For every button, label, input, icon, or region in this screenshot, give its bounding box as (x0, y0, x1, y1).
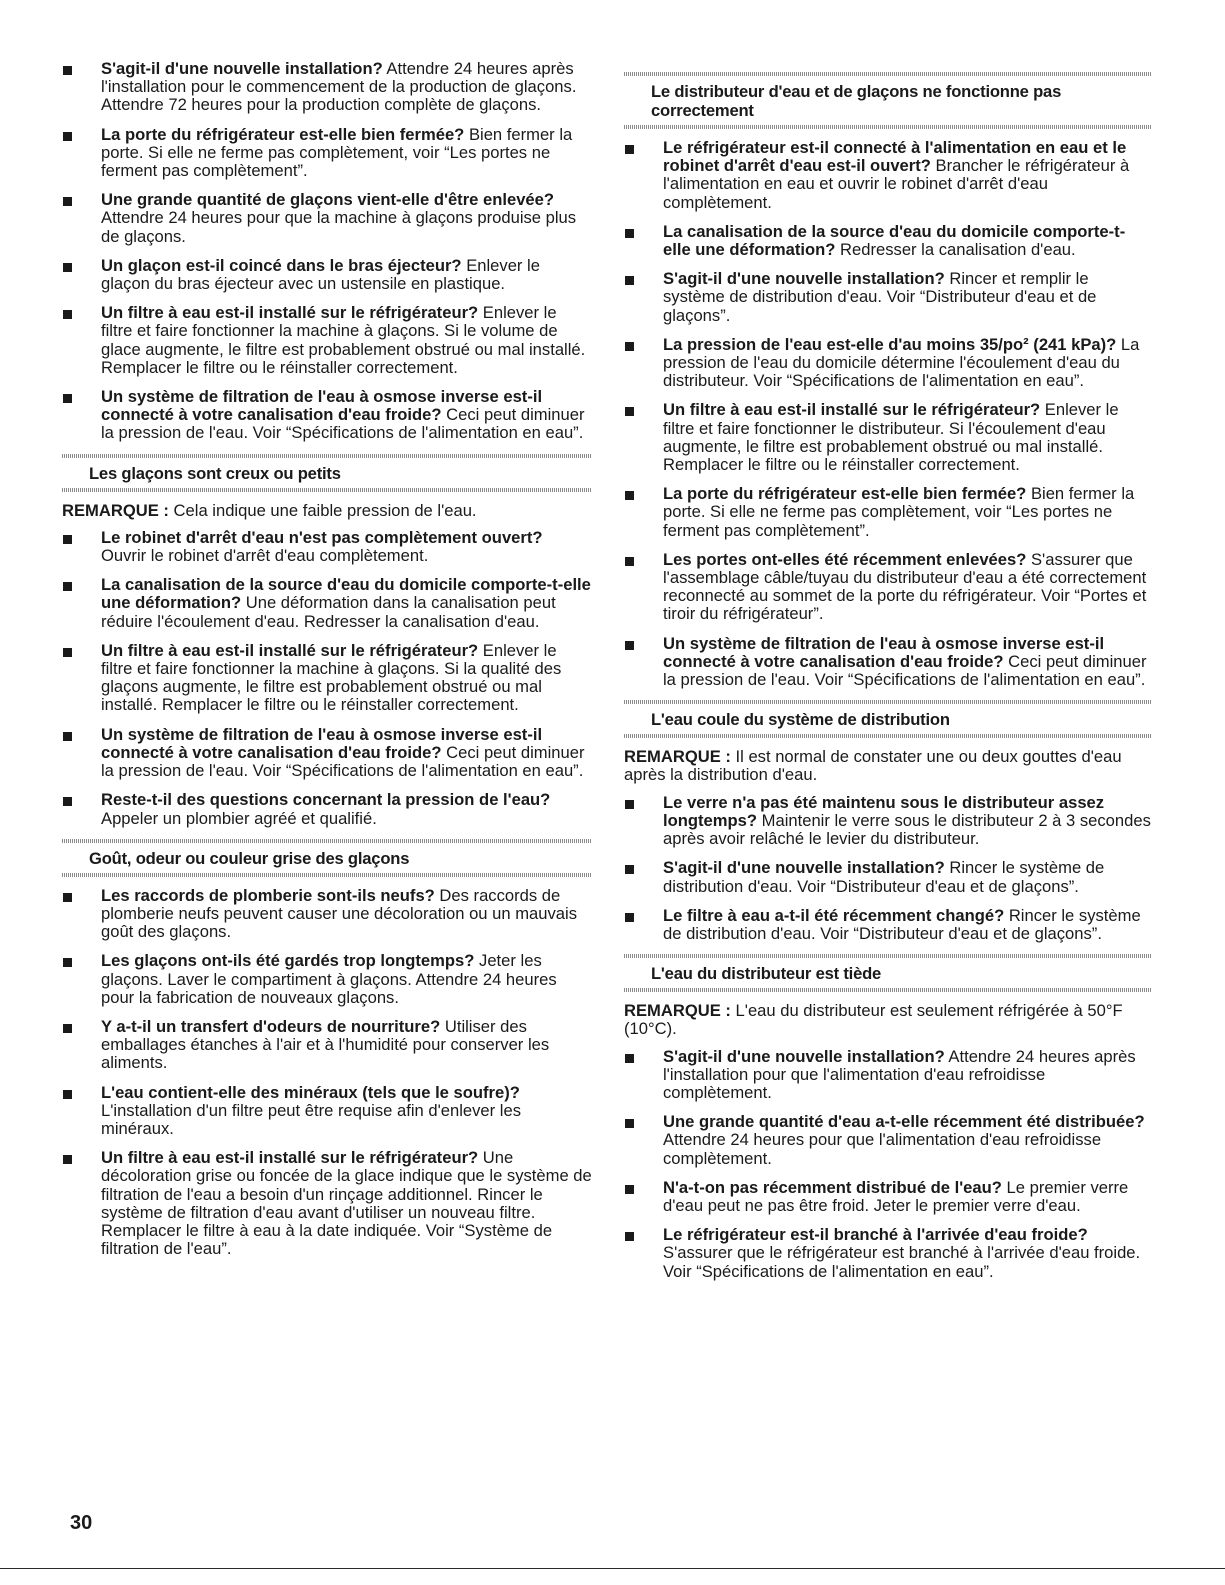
item-question: L'eau contient-elle des minéraux (tels que le soufre)? (101, 1082, 520, 1102)
list-item (62, 60, 592, 115)
square-bullet-icon (625, 407, 634, 416)
item-question: Les portes ont-elles été récemment enlevées? (663, 549, 1027, 569)
item-question: Le réfrigérateur est-il branché à l'arrivée d'eau froide? (663, 1225, 1088, 1245)
section-header-leak (624, 700, 1152, 738)
header-rule-bottom (62, 488, 592, 492)
square-bullet-icon (625, 229, 634, 238)
item-answer: L'installation d'un filtre peut être requise afin d'enlever les minéraux. (101, 1100, 521, 1138)
square-bullet-icon (63, 263, 72, 272)
item-answer: Brancher le réfrigérateur à l'alimentation en eau et ouvrir le robinet d'arrêt d'eau complètement. (663, 156, 1130, 212)
list-item (624, 859, 1152, 895)
item-answer: Jeter les glaçons. Laver le compartiment à glaçons. Attendre 24 heures pour la fabrication de nouveaux glaçons. (101, 951, 557, 1007)
square-bullet-icon (625, 865, 634, 874)
list-item (62, 257, 592, 293)
item-question: La pression de l'eau est-elle d'au moins 35/po² (241 kPa)? (663, 334, 1117, 354)
item-question: Le réfrigérateur est-il connecté à l'alimentation en eau et le robinet d'arrêt d'eau est-il ouvert? (663, 138, 1127, 176)
list-item (62, 126, 592, 181)
item-answer: Utiliser des emballages étanches à l'air et à l'humidité pour conserver les aliments. (101, 1016, 550, 1073)
item-answer: Enlever le glaçon du bras éjecteur avec un ustensile en plastique. (101, 255, 540, 294)
note-text: Il est normal de constater une ou deux gouttes d'eau après la distribution d'eau. (624, 747, 1122, 785)
note-text: Cela indique une faible pression de l'eau. (168, 500, 477, 520)
square-bullet-icon (63, 66, 72, 75)
section-header-taste (62, 839, 592, 877)
page-bottom-rule (0, 1568, 1225, 1569)
item-question: Un système de filtration de l'eau à osmose inverse est-il connecté à votre canalisation d'eau froide? (101, 724, 543, 762)
square-bullet-icon (63, 797, 72, 806)
item-answer: S'assurer que l'assemblage câble/tuyau du distributeur d'eau a été correctement reconnecté au sommet de la porte du réfrigérateur. Voir “Portes et tiroir du réfrigérateur”. (663, 549, 1147, 624)
item-question: S'agit-il d'une nouvelle installation? (663, 269, 945, 289)
item-answer: Attendre 24 heures après l'installation pour le commencement de la production de glaçons. Attendre 72 heures pour la production complète de glaçons. (101, 59, 577, 115)
item-answer: Le premier verre d'eau peut ne pas être froid. Jeter le premier verre d'eau. (663, 1177, 1129, 1215)
list-item (62, 529, 592, 565)
square-bullet-icon (625, 1232, 634, 1241)
item-question: La canalisation de la source d'eau du domicile comporte-t-elle une déformation? (663, 221, 1126, 260)
item-answer: Ceci peut diminuer la pression de l'eau. Voir “Spécifications de l'alimentation en eau”. (101, 405, 585, 443)
list-item (62, 726, 592, 781)
item-question: Un filtre à eau est-il installé sur le réfrigérateur? (101, 303, 479, 323)
item-question: Reste-t-il des questions concernant la pression de l'eau? (101, 790, 551, 810)
list-item (62, 304, 592, 377)
square-bullet-icon (63, 582, 72, 591)
square-bullet-icon (625, 342, 634, 351)
header-rule-bottom (624, 734, 1152, 738)
list-item (624, 139, 1152, 212)
square-bullet-icon (63, 1024, 72, 1033)
item-question: Une grande quantité d'eau a-t-elle récemment été distribuée? (663, 1112, 1145, 1132)
item-answer: Bien fermer la porte. Si elle ne ferme pas complètement, voir “Les portes ne ferment pas complètement”. (663, 484, 1135, 540)
list-item (624, 1226, 1152, 1281)
item-answer: Ceci peut diminuer la pression de l'eau. Voir “Spécifications de l'alimentation en eau”. (101, 742, 585, 781)
list-item (624, 1179, 1152, 1215)
item-answer: Ceci peut diminuer la pression de l'eau. Voir “Spécifications de l'alimentation en eau”. (663, 651, 1147, 690)
square-bullet-icon (63, 958, 72, 967)
note-text: L'eau du distributeur est seulement réfrigérée à 50°F (10°C). (624, 1001, 1123, 1039)
square-bullet-icon (625, 276, 634, 285)
list-item (624, 223, 1152, 259)
hollow-ice-list (62, 529, 592, 828)
square-bullet-icon (63, 648, 72, 657)
item-answer: Appeler un plombier agréé et qualifié. (101, 808, 377, 828)
item-answer: Enlever le filtre et faire fonctionner la machine à glaçons. Si la qualité des glaçons augmente, le filtre est probablement obstrué ou mal installé. Remplacer le filtre ou le réinstaller correctement. (101, 640, 562, 715)
list-item (624, 1113, 1152, 1168)
item-answer: Une déformation dans la canalisation peut réduire l'écoulement d'eau. Redresser la canalisation d'eau. (101, 593, 556, 631)
right-column (624, 72, 1152, 1292)
item-question: Le robinet d'arrêt d'eau n'est pas complètement ouvert? (101, 527, 543, 547)
item-question: N'a-t-on pas récemment distribué de l'eau? (663, 1177, 1002, 1197)
square-bullet-icon (63, 535, 72, 544)
item-question: La porte du réfrigérateur est-elle bien fermée? (663, 484, 1027, 504)
list-item (624, 1048, 1152, 1103)
list-item (624, 551, 1152, 624)
list-item (62, 1084, 592, 1139)
item-answer: Attendre 24 heures pour que l'alimentation d'eau refroidisse complètement. (663, 1130, 1102, 1168)
square-bullet-icon (625, 800, 634, 809)
item-answer: Ouvrir le robinet d'arrêt d'eau complètement. (101, 546, 429, 566)
item-question: La canalisation de la source d'eau du domicile comporte-t-elle une déformation? (101, 575, 591, 613)
item-answer: Une décoloration grise ou foncée de la glace indique que le système de filtration de l'eau a besoin d'un rinçage additionnel. Rincer le système de filtration d'eau avant d'utiliser un nouveau filtre. Remplacer le filtre à eau à la date indiquée. Voir “Système de filtration de l'eau”. (101, 1148, 592, 1259)
square-bullet-icon (63, 394, 72, 403)
square-bullet-icon (625, 1185, 634, 1194)
section-title: Les glaçons sont creux ou petits (89, 463, 341, 483)
list-item (624, 485, 1152, 540)
item-question: La porte du réfrigérateur est-elle bien fermée? (101, 124, 465, 144)
square-bullet-icon (63, 310, 72, 319)
square-bullet-icon (625, 145, 634, 154)
header-rule-bottom (624, 125, 1152, 129)
item-question: S'agit-il d'une nouvelle installation? (101, 59, 383, 78)
item-question: Une grande quantité de glaçons vient-elle d'être enlevée? (101, 190, 555, 210)
list-item (62, 1018, 592, 1073)
section-title: Goût, odeur ou couleur grise des glaçons (89, 848, 410, 868)
section-header-dispenser (624, 72, 1152, 129)
note-label: REMARQUE : (624, 747, 731, 767)
square-bullet-icon (625, 913, 634, 922)
item-question: S'agit-il d'une nouvelle installation? (663, 1046, 945, 1066)
item-answer: Enlever le filtre et faire fonctionner le distributeur. Si l'écoulement d'eau augmente, le filtre est probablement obstrué ou mal installé. Remplacer le filtre ou le réinstaller correctement. (663, 400, 1119, 475)
item-question: Les raccords de plomberie sont-ils neufs? (101, 885, 435, 905)
item-question: Un système de filtration de l'eau à osmose inverse est-il connecté à votre canalisation d'eau froide? (101, 387, 543, 425)
list-item (624, 907, 1152, 943)
list-item (62, 642, 592, 715)
note-paragraph (624, 748, 1152, 784)
square-bullet-icon (63, 893, 72, 902)
item-question: Un filtre à eau est-il installé sur le réfrigérateur? (101, 1148, 479, 1168)
square-bullet-icon (63, 197, 72, 206)
dispenser-list (624, 139, 1152, 689)
square-bullet-icon (625, 641, 634, 650)
item-question: Un système de filtration de l'eau à osmose inverse est-il connecté à votre canalisation d'eau froide? (663, 633, 1105, 671)
square-bullet-icon (63, 1090, 72, 1099)
section-header-hollow-ice (62, 454, 592, 492)
list-item (62, 887, 592, 942)
item-question: Un filtre à eau est-il installé sur le réfrigérateur? (663, 400, 1041, 420)
list-item (624, 794, 1152, 849)
item-answer: S'assurer que le réfrigérateur est branché à l'arrivée d'eau froide. Voir “Spécifications de l'alimentation en eau”. (663, 1243, 1141, 1281)
item-question: S'agit-il d'une nouvelle installation? (663, 858, 945, 878)
list-item (62, 191, 592, 246)
list-item (62, 388, 592, 443)
list-item (624, 270, 1152, 325)
note-paragraph (62, 502, 592, 520)
square-bullet-icon (63, 1155, 72, 1164)
list-item (62, 576, 592, 631)
header-rule-bottom (624, 988, 1152, 992)
list-item (624, 336, 1152, 391)
warm-water-list (624, 1048, 1152, 1281)
note-label: REMARQUE : (62, 500, 169, 520)
page-number: 30 (70, 1512, 93, 1534)
section-title: L'eau coule du système de distribution (651, 710, 950, 730)
square-bullet-icon (63, 132, 72, 141)
item-answer: Redresser la canalisation d'eau. (835, 240, 1076, 260)
item-answer: Enlever le filtre et faire fonctionner la machine à glaçons. Si le volume de glace augmente, le filtre est probablement obstrué ou mal installé. Remplacer le filtre ou le réinstaller correctement. (101, 303, 586, 377)
item-answer: Des raccords de plomberie neufs peuvent causer une décoloration ou un mauvais goût des glaçons. (101, 885, 577, 942)
item-question: Le filtre à eau a-t-il été récemment changé? (663, 905, 1005, 925)
item-answer: Rincer et remplir le système de distribution d'eau. Voir “Distributeur d'eau et de glaçons”. (663, 269, 1097, 325)
list-item (624, 401, 1152, 474)
section-title: Le distributeur d'eau et de glaçons ne fonctionne pas correctement (651, 82, 1062, 120)
intro-list (62, 60, 592, 443)
item-question: Un filtre à eau est-il installé sur le réfrigérateur? (101, 640, 479, 660)
leak-list (624, 794, 1152, 943)
item-question: Y a-t-il un transfert d'odeurs de nourriture? (101, 1016, 441, 1036)
left-column (62, 60, 592, 1269)
header-rule-bottom (62, 873, 592, 877)
square-bullet-icon (625, 1054, 634, 1063)
note-paragraph (624, 1002, 1152, 1038)
list-item (62, 952, 592, 1007)
item-answer: Bien fermer la porte. Si elle ne ferme pas complètement, voir “Les portes ne ferment pas complètement”. (101, 124, 573, 181)
square-bullet-icon (625, 557, 634, 566)
list-item (62, 791, 592, 827)
item-answer: Attendre 24 heures pour que la machine à glaçons produise plus de glaçons. (101, 208, 577, 246)
item-answer: La pression de l'eau du domicile détermine l'écoulement d'eau du distributeur. Voir “Spécifications de l'alimentation en eau”. (663, 334, 1140, 391)
square-bullet-icon (625, 491, 634, 500)
list-item (62, 1149, 592, 1258)
item-answer: Rincer le système de distribution d'eau. Voir “Distributeur d'eau et de glaçons”. (663, 858, 1105, 896)
item-answer: Rincer le système de distribution d'eau. Voir “Distributeur d'eau et de glaçons”. (663, 905, 1141, 943)
note-label: REMARQUE : (624, 1001, 731, 1021)
square-bullet-icon (625, 1119, 634, 1128)
item-answer: Maintenir le verre sous le distributeur 2 à 3 secondes après avoir relâché le levier du distributeur. (663, 810, 1151, 849)
section-title: L'eau du distributeur est tiède (651, 964, 882, 984)
item-question: Les glaçons ont-ils été gardés trop longtemps? (101, 951, 475, 971)
item-answer: Attendre 24 heures après l'installation pour que l'alimentation d'eau refroidisse complètement. (663, 1046, 1136, 1102)
item-question: Le verre n'a pas été maintenu sous le distributeur assez longtemps? (663, 792, 1105, 830)
taste-list (62, 887, 592, 1259)
item-question: Un glaçon est-il coincé dans le bras éjecteur? (101, 255, 462, 275)
section-header-warm-water (624, 954, 1152, 992)
list-item (624, 635, 1152, 690)
square-bullet-icon (63, 732, 72, 741)
